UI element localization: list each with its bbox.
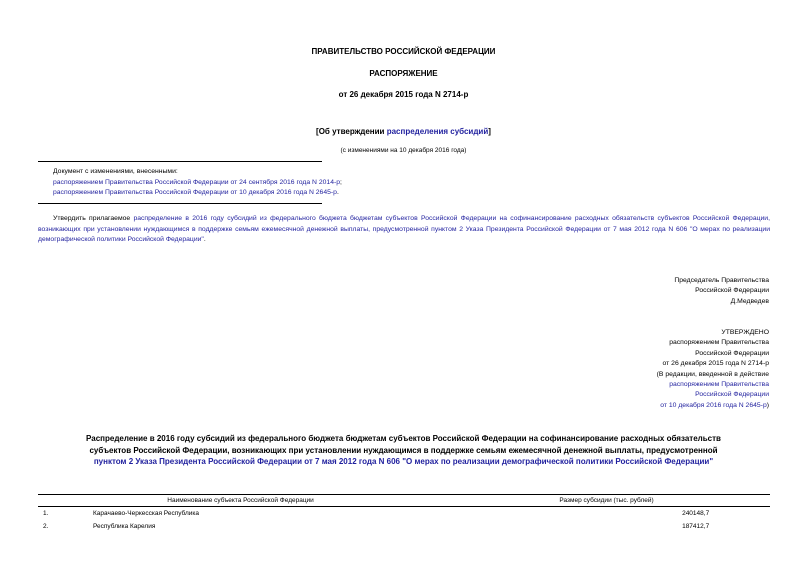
approval-paragraph <box>38 214 770 246</box>
region-name: Карачаево-Черкесская Республика <box>93 510 199 517</box>
signature-position: Председатель Правительства <box>674 277 769 284</box>
changes-note: (с изменениями на 10 декабря 2016 года) <box>340 147 467 154</box>
region-name: Республика Карелия <box>93 523 156 530</box>
row-number: 2. <box>43 523 49 530</box>
table-row <box>38 520 770 533</box>
approved-line: распоряжением Правительства <box>669 339 769 347</box>
distribution-line-2: субъектов Российской Федерации, возникающих при установлении нуждающимся в поддержке семьям ежемесячной денежной выплаты, предусмотренной <box>89 445 718 455</box>
subsidy-amount: 187412,7 <box>682 523 710 530</box>
approved-block <box>657 328 769 411</box>
column-header-region: Наименование субъекта Российской Федерации <box>38 495 443 507</box>
column-header-amount: Размер субсидии (тыс. рублей) <box>443 495 770 507</box>
amendment-link-2014[interactable]: распоряжением Правительства Российской Федерации от 24 сентября 2016 года N 2014-р <box>53 178 341 186</box>
amendments-top-divider <box>38 161 322 162</box>
document-type: РАСПОРЯЖЕНИЕ <box>369 69 438 78</box>
distribution-line-1: Распределение в 2016 году субсидий из федерального бюджета бюджетам субъектов Российской Федерации на софинансирование расходных обязательств <box>86 434 721 443</box>
government-name: ПРАВИТЕЛЬСТВО РОССИЙСКОЙ ФЕДЕРАЦИИ <box>311 47 496 56</box>
approved-title: УТВЕРЖДЕНО <box>721 329 769 336</box>
approved-link-line[interactable]: Российской Федерации <box>695 391 769 399</box>
paragraph-end: . <box>203 236 206 244</box>
document-date-number: от 26 декабря 2015 года N 2714-р <box>338 90 469 99</box>
approved-line: (В редакции, введенной в действие <box>656 370 769 378</box>
title-prefix: [Об утверждении <box>316 127 387 136</box>
approved-line: от 26 декабря 2015 года N 2714-р <box>662 360 769 368</box>
paragraph-text: Утвердить прилагаемое <box>53 215 134 222</box>
amendments-block <box>53 167 342 199</box>
amendments-heading: Документ с изменениями, внесенными: <box>53 168 178 175</box>
approved-link-line[interactable]: от 10 декабря 2016 года N 2645-р <box>660 401 767 409</box>
distribution-heading <box>0 433 807 468</box>
subsidy-amount: 240148,7 <box>682 510 710 517</box>
amendments-bottom-divider <box>38 203 322 204</box>
table-header-row <box>38 495 770 507</box>
signature-block <box>674 276 769 307</box>
distribution-link[interactable]: распределение в 2016 году субсидий из федерального бюджета бюджетам субъектов Российской Федерации на софинансирование расходных обязательств субъектов Российской Федерации, возникающих при установлении нуждающимся в поддержке семьям ежемесячной денежной выплаты, предусмотренной пунктом 2 Указа Президента Российской Федерации от 7 мая 2012 года N 606 "О мерах по реализации демографической политики Российской Федерации" <box>38 215 770 244</box>
signature-name: Д.Медведев <box>730 297 769 305</box>
title-suffix: ] <box>488 127 491 136</box>
title-link[interactable]: распределения субсидий <box>386 127 489 136</box>
approved-line-end: ) <box>766 401 769 409</box>
amendment-link-2645[interactable]: распоряжением Правительства Российской Федерации от 10 декабря 2016 года N 2645-р <box>53 189 337 196</box>
table-row <box>38 507 770 521</box>
decree-link[interactable]: пунктом 2 Указа Президента Российской Федерации от 7 мая 2012 года N 606 "О мерах по реализации демографической политики Российской Федерации" <box>93 457 714 466</box>
subsidy-table <box>38 494 770 533</box>
approved-link-line[interactable]: распоряжением Правительства <box>669 381 769 389</box>
row-number: 1. <box>43 510 49 517</box>
signature-org: Российской Федерации <box>695 287 769 295</box>
approved-line: Российской Федерации <box>695 349 769 357</box>
document-title <box>0 127 807 136</box>
amendment-separator: ; <box>340 178 342 186</box>
amendment-separator: . <box>336 189 339 196</box>
